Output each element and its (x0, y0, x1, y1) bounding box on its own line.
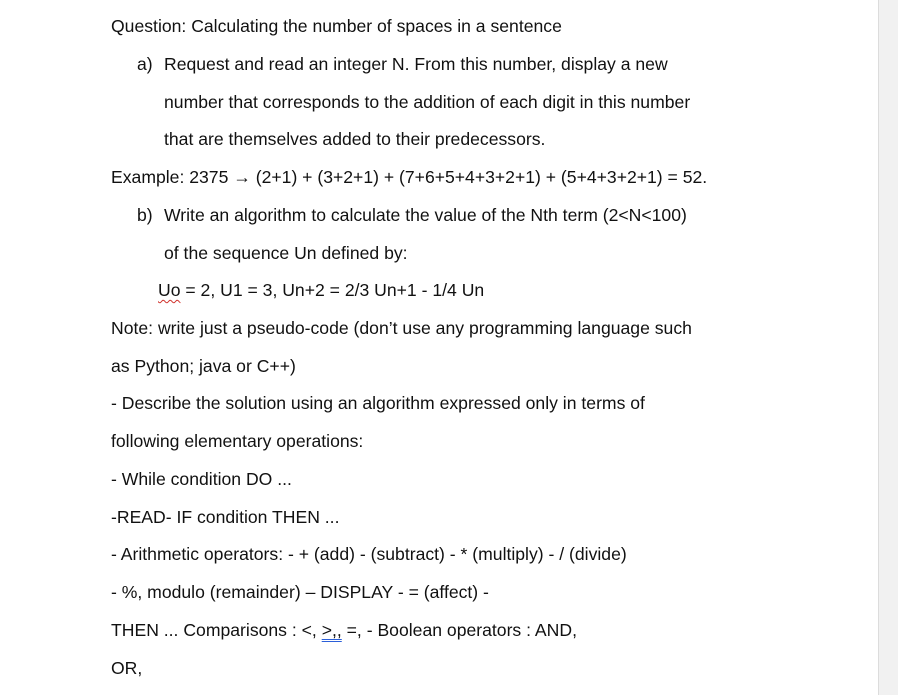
example-line: Example: 2375 → (2+1) + (3+2+1) + (7+6+5+4+3+2+1) + (5+4+3+2+1) = 52. (111, 167, 708, 187)
question-title: Question: Calculating the number of spaces in a sentence (111, 16, 562, 36)
part-b-line-1 (137, 204, 687, 226)
part-b-text-1: Write an algorithm to calculate the value of the Nth term (2<N<100) (164, 205, 687, 225)
spelling-flagged-word[interactable]: Uo (158, 280, 181, 300)
grammar-flagged-text[interactable]: >,, (321, 620, 342, 640)
operation-arithmetic: - Arithmetic operators: - + (add) - (subtract) - * (multiply) - / (divide) (111, 544, 627, 564)
or-line: OR, (111, 658, 143, 678)
part-a-text-1: Request and read an integer N. From this number, display a new (164, 54, 668, 74)
formula-rest: = 2, U1 = 3, Un+2 = 2/3 Un+1 - 1/4 Un (180, 280, 485, 300)
describe-line-1: - Describe the solution using an algorithm expressed only in terms of (111, 393, 645, 413)
operation-read-if: -READ- IF condition THEN ... (111, 507, 340, 527)
part-b-line-2: of the sequence Un defined by: (164, 243, 408, 263)
note-line-2: as Python; java or C++) (111, 356, 296, 376)
describe-line-2: following elementary operations: (111, 431, 364, 451)
part-a-line-1 (137, 53, 668, 75)
operation-while: - While condition DO ... (111, 469, 292, 489)
part-a-line-2: number that corresponds to the addition of each digit in this number (164, 92, 691, 112)
scrollbar[interactable] (878, 0, 898, 695)
comparisons-before: THEN ... Comparisons : <, (111, 620, 322, 640)
note-line-1: Note: write just a pseudo-code (don’t use any programming language such (111, 318, 692, 338)
operation-modulo: - %, modulo (remainder) – DISPLAY - = (affect) - (111, 582, 489, 602)
part-b-marker: b) (137, 205, 153, 225)
comparisons-line (111, 619, 577, 641)
part-a-marker: a) (137, 54, 153, 74)
sequence-formula (158, 279, 484, 301)
part-a-line-3: that are themselves added to their predecessors. (164, 129, 546, 149)
comparisons-after: =, - Boolean operators : AND, (341, 620, 577, 640)
